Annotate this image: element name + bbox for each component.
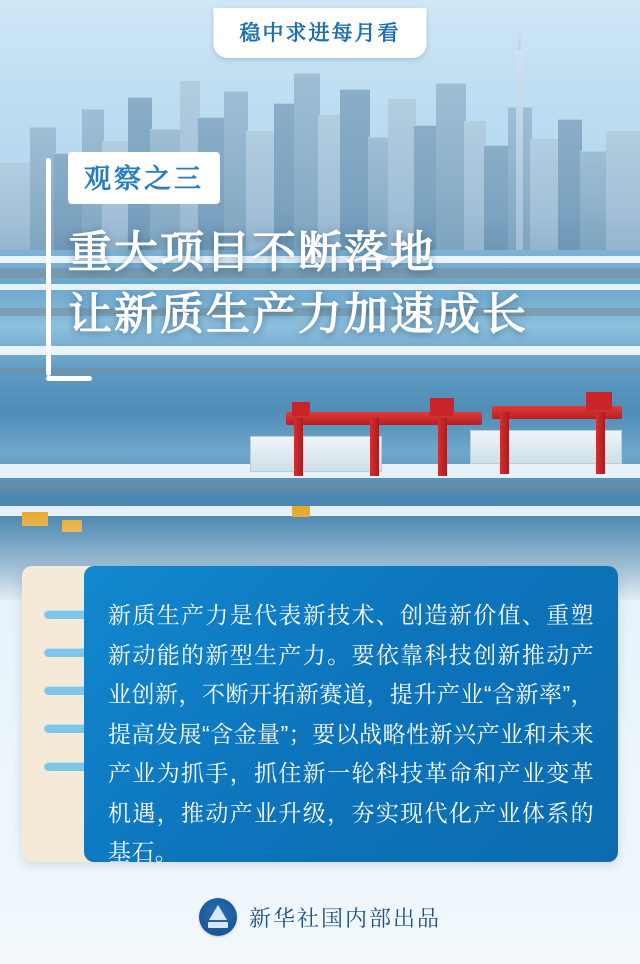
footer-credit xyxy=(0,898,640,936)
xinhua-logo-icon xyxy=(199,898,237,936)
footer-credit-label: 新华社国内部出品 xyxy=(248,905,441,931)
series-tag: 观察之三 xyxy=(68,152,220,204)
headline-line-2: 让新质生产力加速成长 xyxy=(68,290,528,340)
body-card-panel xyxy=(84,566,618,866)
body-card xyxy=(22,566,618,866)
headline-line-1: 重大项目不断落地 xyxy=(68,228,436,277)
top-banner-label: 稳中求进每月看 xyxy=(214,8,427,58)
headline-block xyxy=(46,152,528,344)
body-paragraph: 新质生产力是代表新技术、创造新价值、重塑新动能的新型生产力。要依靠科技创新推动产业创新，不断开拓新赛道，提升产业“含新率”，提高发展“含金量”；要以战略性新兴产业和未来产业为抓手，抓住新一轮科技革命和产业变革机遇，推动产业升级，夯实现代化产业体系的基石。 xyxy=(108,602,594,866)
